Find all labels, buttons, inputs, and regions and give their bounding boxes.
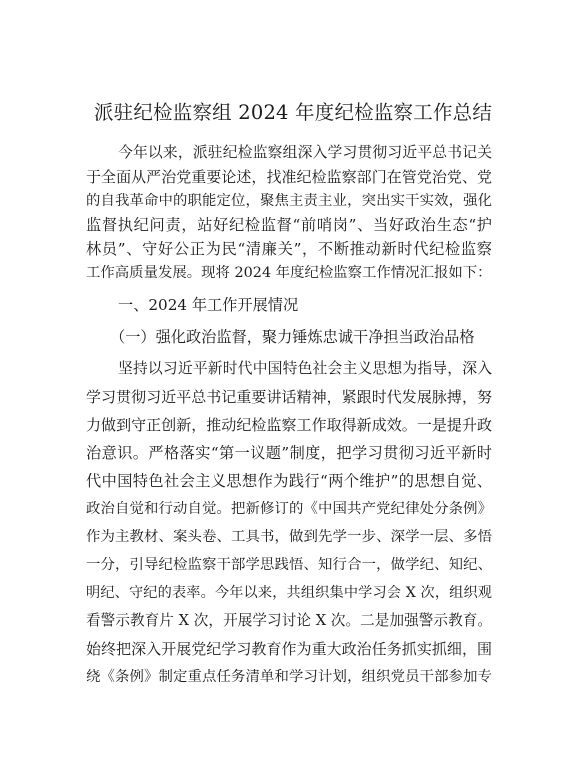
paragraph-line: 治意识。严格落实“第一议题”制度，把学习贯彻习近平新时 [86, 444, 492, 462]
subsection-heading: （一）强化政治监督，聚力锤炼忠诚干净担当政治品格 [110, 328, 475, 346]
paragraph-line: 的自我革命中的职能定位，聚焦主责主业，突出实干实效，强化 [86, 193, 492, 209]
paragraph-line: 代中国特色社会主义思想作为践行“两个维护”的思想自觉、 [86, 472, 492, 490]
paragraph-line: 坚持以习近平新时代中国特色社会主义思想为指导，深入 [118, 360, 492, 377]
document-title: 派驻纪检监察组 2024 年度纪检监察工作总结 [93, 101, 493, 124]
paragraph-line: 工作高质量发展。现将 2024 年度纪检监察工作情况汇报如下： [86, 265, 492, 281]
paragraph-line: 绕《条例》制定重点任务清单和学习计划，组织党员干部参加专 [86, 669, 492, 685]
paragraph-line: 看警示教育片 X 次，开展学习讨论 X 次。二是加强警示教育。 [86, 612, 492, 629]
paragraph-line: 林员”、守好公正为民“清廉关”，不断推动新时代纪检监察 [86, 240, 492, 258]
paragraph-line: 作为主教材、案头卷、工具书，做到先学一步、深学一层、多悟 [86, 529, 492, 545]
section-heading: 一、2024 年工作开展情况 [118, 296, 299, 314]
paragraph-line: 今年以来，派驻纪检监察组深入学习贯彻习近平总书记关 [118, 144, 492, 161]
paragraph-line: 监督执纪问责，站好纪检监督“前哨岗”、当好政治生态“护 [86, 216, 492, 234]
paragraph-line: 政治自觉和行动自觉。把新修订的《中国共产党纪律处分条例》 [86, 501, 492, 517]
paragraph-line: 力做到守正创新，推动纪检监察工作取得新成效。一是提升政 [86, 416, 492, 434]
paragraph-line: 明纪、守纪的表率。今年以来，共组织集中学习会 X 次，组织观 [86, 585, 492, 601]
paragraph-line: 于全面从严治党重要论述，找准纪检监察部门在管党治党、党 [86, 168, 492, 186]
paragraph-line: 一分，引导纪检监察干部学思践悟、知行合一，做学纪、知纪、 [86, 557, 492, 573]
paragraph-line: 学习贯彻习近平总书记重要讲话精神，紧跟时代发展脉搏，努 [86, 388, 492, 406]
paragraph-line: 始终把深入开展党纪学习教育作为重大政治任务抓实抓细，围 [86, 640, 492, 658]
